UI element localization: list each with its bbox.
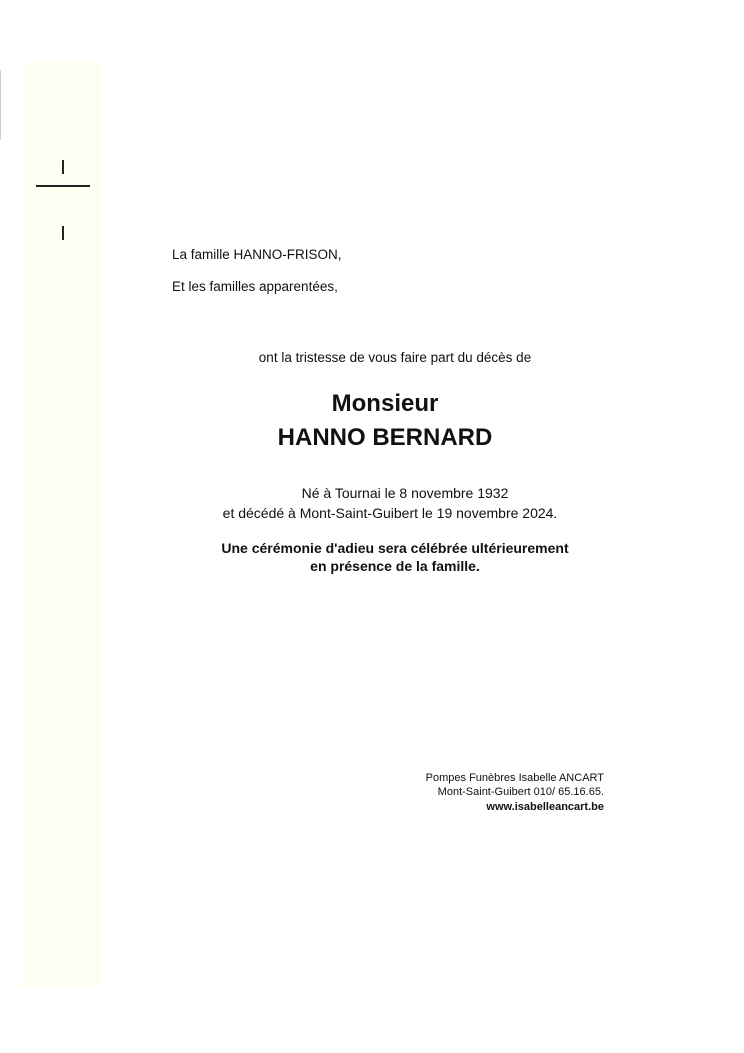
- ceremony-line-1: Une cérémonie d'adieu sera célébrée ultérieurement: [221, 540, 569, 556]
- scan-edge-line: [0, 70, 1, 140]
- cross-bottom-stroke: [62, 226, 64, 240]
- relatives-line: Et les familles apparentées,: [172, 279, 338, 294]
- funeral-home-city-phone: Mont-Saint-Guibert 010/ 65.16.65.: [437, 786, 604, 798]
- deceased-name: HANNO BERNARD: [277, 424, 493, 451]
- cross-horizontal-bar: [36, 185, 90, 187]
- birth-line: Né à Tournai le 8 novembre 1932: [301, 485, 509, 501]
- cross-icon: [36, 160, 90, 244]
- ceremony-line-2: en présence de la famille.: [310, 558, 480, 574]
- honorific: Monsieur: [331, 390, 439, 417]
- cross-top-stroke: [62, 160, 64, 174]
- family-line: La famille HANNO-FRISON,: [172, 247, 342, 262]
- announcement-line: ont la tristesse de vous faire part du décès de: [258, 350, 532, 365]
- death-line: et décédé à Mont-Saint-Guibert le 19 novembre 2024.: [222, 505, 558, 521]
- funeral-home-website: www.isabelleancart.be: [486, 801, 604, 813]
- funeral-home-name: Pompes Funèbres Isabelle ANCART: [425, 772, 604, 784]
